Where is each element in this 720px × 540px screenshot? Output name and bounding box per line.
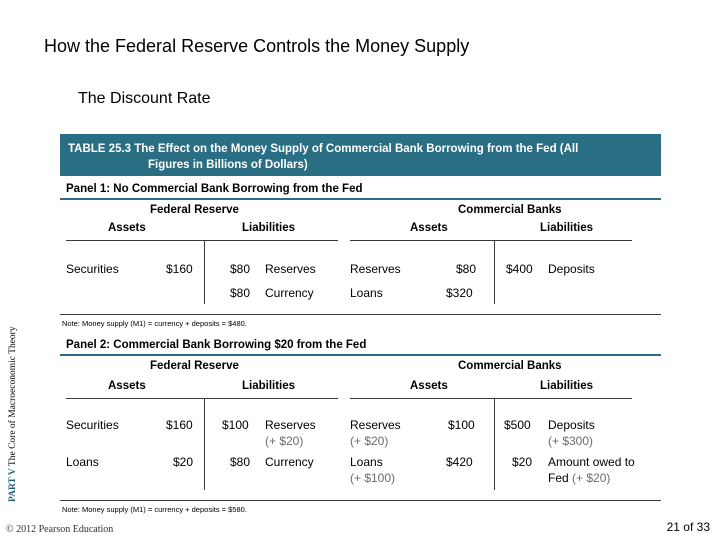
panel1-fed-tline (204, 240, 205, 304)
panel2-note: Note: Money supply (M1) = currency + deposits = $580. (62, 505, 247, 514)
slide-title: How the Federal Reserve Controls the Money Supply (44, 36, 470, 56)
panel1-bank-liabilities-header: Liabilities (540, 222, 594, 234)
panel2-fed-asset-label: Loans (66, 455, 99, 469)
panel2-bank-rule (350, 398, 632, 399)
panel1-bank-assets-header: Assets (410, 222, 448, 234)
panel2-fed-assets-header: Assets (108, 380, 146, 392)
panel2-fed-liab-label: Reserves (265, 418, 316, 432)
panel1-fed-liab-value: $80 (230, 286, 251, 300)
table-title-banner (60, 134, 661, 176)
panel2-bank-liabilities-header: Liabilities (540, 380, 594, 392)
panel1-banks-header: Commercial Banks (458, 204, 562, 216)
panel1-bank-asset-value: $80 (456, 262, 477, 276)
panel2-fed-liab-value: $80 (230, 455, 251, 469)
panel1-fed-assets-header: Assets (108, 222, 146, 234)
panel1-fed-liabilities-header: Liabilities (242, 222, 296, 234)
panel1-fed-header: Federal Reserve (150, 204, 239, 216)
side-label (8, 326, 18, 502)
panel2-note-rule (60, 500, 661, 501)
panel2-fed-rule (66, 398, 338, 399)
panel1-bank-tline (494, 240, 495, 304)
panel1-divider (60, 198, 661, 200)
panel1-fed-liab-value: $80 (230, 262, 251, 276)
panel1-bank-asset-label: Reserves (350, 262, 401, 276)
panel2-bank-liab-change: (+ $20) (572, 471, 611, 485)
panel2-bank-asset-change: (+ $100) (350, 471, 396, 485)
table-title-line2: Figures in Billions of Dollars) (148, 159, 308, 171)
side-label-part: PART V (8, 468, 18, 502)
panel2-fed-liabilities-header: Liabilities (242, 380, 296, 392)
copyright-footer: © 2012 Pearson Education (6, 524, 114, 535)
panel1-note-rule (60, 314, 661, 315)
panel1-fed-asset-label: Securities (66, 262, 119, 276)
panel1-fed-liab-label: Reserves (265, 262, 316, 276)
panel2-bank-asset-label: Reserves (350, 418, 401, 432)
panel2-fed-liab-value: $100 (222, 418, 249, 432)
panel1-bank-liab-value: $400 (506, 262, 533, 276)
panel2-bank-liab-value: $20 (512, 455, 533, 469)
panel1-fed-liab-label: Currency (265, 286, 314, 300)
panel2-fed-liab-change: (+ $20) (265, 434, 304, 448)
panel2-fed-asset-value: $20 (173, 455, 194, 469)
panel2-bank-liab-label2-row (548, 471, 610, 485)
panel2-fed-header: Federal Reserve (150, 360, 239, 372)
page-number: 21 of 33 (666, 520, 710, 534)
panel2-fed-tline (204, 398, 205, 490)
panel2-divider (60, 354, 661, 356)
panel1-bank-rule (350, 240, 632, 241)
panel2-bank-asset-change: (+ $20) (350, 434, 389, 448)
table-title-line1: TABLE 25.3 The Effect on the Money Supply of Commercial Bank Borrowing from the Fed (All (68, 143, 579, 155)
panel1-heading: Panel 1: No Commercial Bank Borrowing from the Fed (66, 183, 363, 195)
panel2-bank-liab-label2: Fed (548, 471, 569, 485)
panel2-heading: Panel 2: Commercial Bank Borrowing $20 from the Fed (66, 339, 367, 351)
panel2-bank-asset-value: $100 (448, 418, 475, 432)
side-label-text: The Core of Macroeconomic Theory (8, 326, 18, 467)
panel2-bank-liab-value: $500 (504, 418, 531, 432)
panel2-bank-liab-label: Deposits (548, 418, 595, 432)
panel2-bank-liab-change: (+ $300) (548, 434, 594, 448)
panel2-fed-asset-value: $160 (166, 418, 193, 432)
panel2-bank-asset-value: $420 (446, 455, 473, 469)
panel1-fed-rule (66, 240, 338, 241)
panel2-bank-liab-label: Amount owed to (548, 455, 635, 469)
panel1-bank-asset-label: Loans (350, 286, 383, 300)
panel2-bank-asset-label: Loans (350, 455, 383, 469)
panel2-bank-tline (494, 398, 495, 490)
panel2-fed-liab-label: Currency (265, 455, 314, 469)
panel1-note: Note: Money supply (M1) = currency + deposits = $480. (62, 319, 247, 328)
panel2-fed-asset-label: Securities (66, 418, 119, 432)
panel1-bank-asset-value: $320 (446, 286, 473, 300)
panel1-bank-liab-label: Deposits (548, 262, 595, 276)
slide-subtitle: The Discount Rate (78, 90, 211, 107)
panel2-banks-header: Commercial Banks (458, 360, 562, 372)
panel1-fed-asset-value: $160 (166, 262, 193, 276)
panel2-bank-assets-header: Assets (410, 380, 448, 392)
